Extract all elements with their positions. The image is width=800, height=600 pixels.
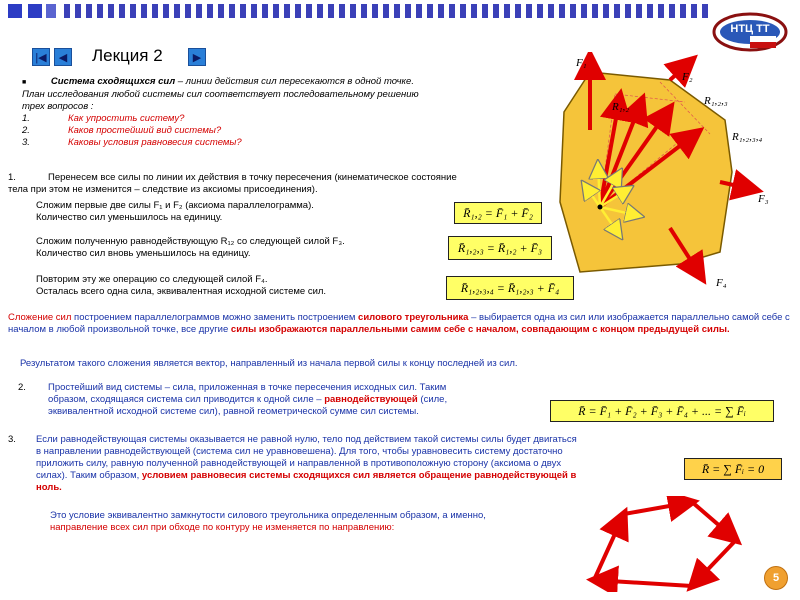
logo-text: НТЦ ТТ (730, 23, 770, 35)
section1-step3: Повторим эту же операцию со следующей силой F₄. Осталась всего одна сила, эквивалентная исходной системе сил. (36, 274, 327, 297)
decor-square (28, 4, 42, 18)
section1-step2: Сложим полученную равнодействующую R₁₂ со следующей силой F₃. Количество сил вновь уменьшилось на единицу. (36, 236, 345, 259)
next-icon: ▶ (192, 51, 202, 64)
section1-step1: Сложим первые две силы F₁ и F₂ (аксиома параллелограмма). Количество сил уменьшилось на единицу. (36, 200, 314, 223)
nav-first-button[interactable] (32, 48, 50, 66)
label-f4: F₄ (716, 277, 727, 289)
triangle-result: Результатом такого сложения является вектор, направленный из начала первой силы к концу последней из сил. (20, 358, 518, 369)
formula-equilibrium: R̄ = ∑ F̄ᵢ = 0 (684, 458, 782, 480)
polygon-arrow-1 (594, 514, 624, 580)
bullet: ■ (22, 79, 27, 86)
section2-text: 2. Простейший вид системы – сила, приложенная в точке пересечения исходных сил. Таким образом, сходящаяся система сил приводится к одной силе – равнодействующей (силе, эквивалентной исходной системе сил), равной геометрической сумме сил системы. (18, 382, 448, 417)
closure-text: Это условие эквивалентно замкнутости силового треугольника определенным образом, а именно, направление всех сил при обходе по контуру не изменяется по направлению: (50, 510, 486, 533)
question-item: 1. Как упростить систему? (22, 113, 185, 124)
force-diagram (520, 52, 780, 302)
decor-square (46, 4, 56, 18)
logo (710, 8, 788, 54)
intersection-point (598, 205, 603, 210)
label-r1234: R₁,₂,₃,₄ (732, 131, 763, 143)
polygon-arrow-4 (692, 540, 736, 586)
polygon-arrow-2 (624, 502, 692, 514)
label-f3: F₃ (758, 193, 769, 205)
triangle-paragraph: Сложение сил построением параллелограммов можно заменить построением силового треугольника – выбирается одна из сил или изображается параллельно самой себе с началом в любой произвольной точке, все другие силы изображаются параллельными самим себе с началом, совпадающим с концом предыдущей силы. (8, 312, 790, 335)
intro-line: План исследования любой системы сил соответствует последовательному решению (22, 89, 419, 100)
polygon-arrow-3 (692, 502, 736, 540)
polygon-arrow-5 (594, 580, 692, 586)
decor-square (8, 4, 22, 18)
label-f1: F₁ (576, 57, 587, 69)
question-item: 3. Каковы условия равновесия системы? (22, 137, 242, 148)
intro-definition: – линии действия сил пересекаются в одной точке. (175, 76, 414, 87)
formula-r123: R̄₁,₂,₃ = R̄₁,₂ + F̄₃ (448, 236, 552, 260)
formula-sum: R̄ = F̄₁ + F̄₂ + F̄₃ + F̄₄ + ... = ∑ F̄ᵢ (550, 400, 774, 422)
formula-r1234: R̄₁,₂,₃,₄ = R̄₁,₂,₃ + F̄₄ (446, 276, 574, 300)
intro-term: Система сходящихся сил (50, 76, 176, 87)
top-decor-bar (8, 4, 728, 24)
label-f2: F₂ (682, 71, 693, 83)
prev-icon: ◀ (58, 51, 68, 64)
intro-line: трех вопросов : (22, 101, 94, 112)
question-item: 2. Каков простейший вид системы? (22, 125, 222, 136)
page-title: Лекция 2 (92, 46, 163, 65)
first-icon: |◀ (35, 51, 47, 64)
section1-intro: 1. Перенесем все силы по линии их действия в точку пересечения (кинематическое состояние тела при этом не изменится – следствие из аксиомы присоединения). (8, 172, 457, 195)
page-number: 5 (764, 566, 788, 590)
nav-prev-button[interactable] (54, 48, 72, 66)
label-r123: R₁,₂,₃ (704, 95, 728, 107)
closed-force-polygon (580, 496, 750, 592)
formula-r12: R̄₁,₂ = F̄₁ + F̄₂ (454, 202, 542, 224)
decor-stripes (64, 4, 708, 18)
section3-text: 3. Если равнодействующая системы оказывается не равной нулю, тело под действием такой системы силы будет двигаться в направлении равнодействующей (система сил не уравновешена). Для того, чтобы уравновесить систему достаточно приложить силу, равную полученной равнодействующей и направленной в противоположную сторону (аксиома о двух силах). Таким образом, условием равновесия системы сходящихся сил является обращение равнодействующей в ноль. (8, 434, 577, 493)
nav-next-button[interactable] (188, 48, 206, 66)
label-r12: R₁,₂ (612, 101, 630, 113)
intro-block (22, 76, 502, 149)
